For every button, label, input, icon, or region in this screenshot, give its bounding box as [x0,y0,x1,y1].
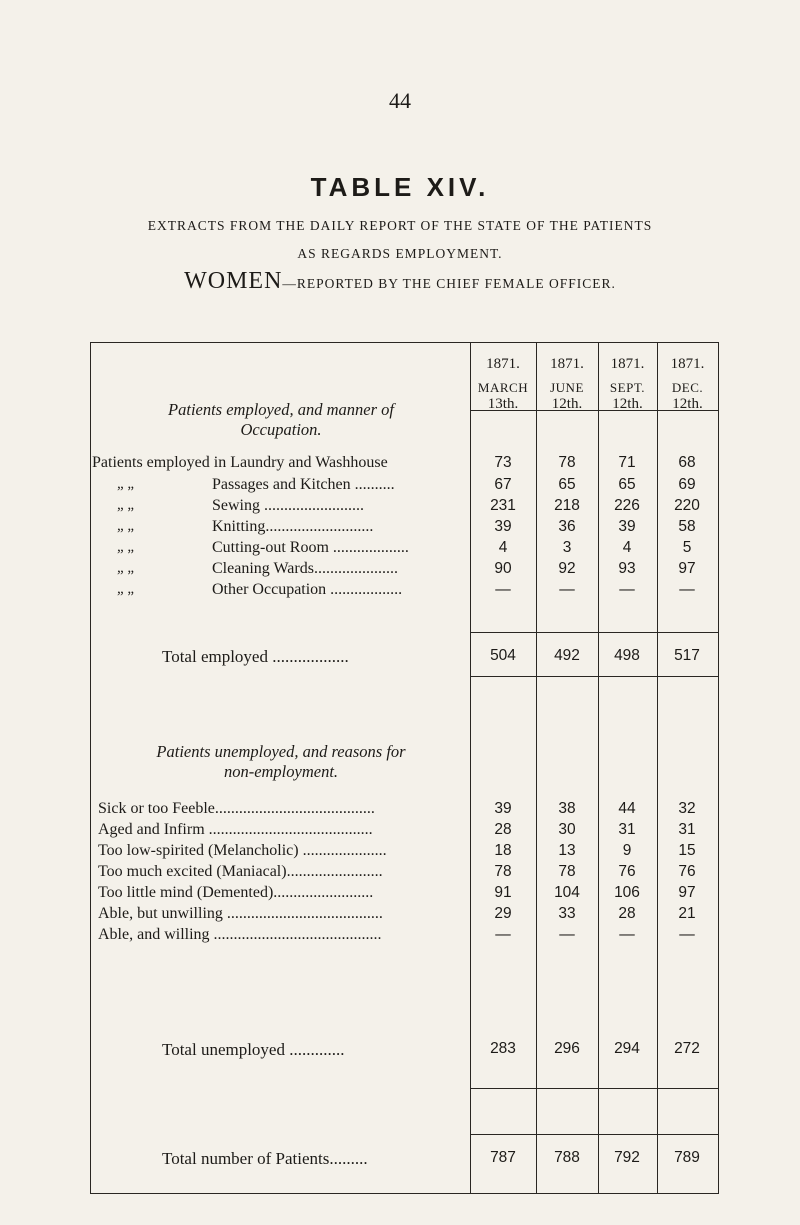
unemployed-cell: 97 [678,884,696,901]
total-unemployed-label: Total unemployed ............. [162,1040,345,1059]
section-rule [470,632,718,633]
column-year: 1871. [550,356,584,372]
unemployed-row-label: Aged and Infirm ......................................... [98,821,373,838]
total-unemployed-cell: 283 [490,1040,516,1057]
unemployed-cell: 28 [494,821,512,838]
employed-cell: 69 [678,476,696,493]
column-day: 13th. [487,396,519,412]
unemployed-header-line-1: Patients unemployed, and reasons for [156,742,406,761]
total-patients-cell: 788 [554,1149,580,1166]
unemployed-cell: 39 [494,800,512,817]
unemployed-cell: — [559,926,575,943]
column-year: 1871. [670,356,705,372]
employed-cell: 4 [498,539,508,556]
employed-cell: 92 [558,560,576,577]
employed-cell: — [559,581,575,598]
employed-row-label: Knitting........................... [212,518,374,535]
unemployed-row-label: Able, and willing .......................................... [98,926,382,943]
employed-cell: 71 [618,454,636,471]
employed-cell: 5 [682,539,692,556]
unemployed-row-label: Too much excited (Maniacal)........................ [98,863,383,880]
employed-cell: 231 [490,497,516,514]
employed-row-label: Cleaning Wards..................... [212,560,398,577]
unemployed-header-line-2: non-employment. [223,762,339,781]
total-employed-cell: 492 [554,647,580,664]
employed-cell: — [495,581,511,598]
total-employed-label: Total employed .................. [162,647,349,666]
column-day: 12th. [612,396,643,412]
section-rule [470,1134,718,1135]
unemployed-cell: — [679,926,695,943]
unemployed-cell: — [495,926,511,943]
unemployed-cell: 9 [622,842,632,859]
total-unemployed-cell: 296 [554,1040,580,1057]
ditto-marks: „ „ [117,539,135,555]
employed-cell: 58 [678,518,696,535]
employed-cell: 218 [554,497,580,514]
unemployed-cell: — [619,926,635,943]
unemployed-cell: 31 [678,821,696,838]
column-day: 12th. [551,396,583,412]
unemployed-cell: 18 [494,842,512,859]
ditto-marks: „ „ [117,497,135,513]
employed-cell: 220 [674,497,700,514]
table-bottom-rule [90,1193,718,1194]
table-top-rule [90,342,718,343]
unemployed-row-label: Too little mind (Demented)......................... [98,884,374,901]
employed-header-line-1: Patients employed, and manner of [168,400,394,419]
ditto-marks: „ „ [117,581,135,597]
total-employed-cell: 498 [614,647,640,664]
employed-row-label: Passages and Kitchen .......... [212,476,395,493]
employed-cell: 68 [678,454,696,471]
unemployed-cell: 30 [558,821,576,838]
unemployed-cell: 76 [678,863,696,880]
unemployed-cell: 33 [558,905,576,922]
section-rule [470,1088,718,1089]
column-month: SEPT. [609,380,646,395]
unemployed-cell: 38 [558,800,576,817]
employed-cell: 67 [494,476,512,493]
unemployed-cell: 31 [618,821,636,838]
ditto-marks: „ „ [117,560,135,576]
total-employed-cell: 504 [490,647,516,664]
unemployed-cell: 28 [618,905,636,922]
table-title: TABLE XIV. [310,172,490,202]
employed-cell: — [679,581,695,598]
women-word: WOMEN [184,268,283,294]
ditto-marks: „ „ [117,476,135,492]
employed-cell: — [619,581,635,598]
total-unemployed-cell: 294 [614,1040,640,1057]
unemployed-row-label: Sick or too Feeble........................................ [98,800,375,817]
ditto-marks: „ „ [117,518,135,534]
unemployed-cell: 44 [618,800,636,817]
employed-cell: 97 [678,560,696,577]
unemployed-cell: 21 [678,905,696,922]
table-left-rule [90,342,91,1194]
column-day: 12th. [672,396,703,412]
employed-cell: 65 [618,476,636,493]
total-patients-cell: 792 [614,1149,640,1166]
section-rule [470,676,718,677]
column-divider [470,342,471,1194]
employed-cell: 36 [558,518,576,535]
subtitle-line-1: EXTRACTS FROM THE DAILY REPORT OF THE STATE OF THE PATIENTS [147,218,653,233]
employed-cell: 39 [618,518,636,535]
unemployed-row-label: Too low-spirited (Melancholic) ..................... [98,842,387,859]
total-patients-label: Total number of Patients......... [162,1149,368,1168]
employed-cell: 65 [558,476,576,493]
employed-cell: 39 [494,518,512,535]
unemployed-cell: 76 [618,863,636,880]
unemployed-cell: 104 [554,884,580,901]
total-patients-cell: 787 [490,1149,516,1166]
total-employed-cell: 517 [674,647,700,664]
unemployed-cell: 13 [558,842,576,859]
employed-cell: 3 [562,539,572,556]
unemployed-cell: 106 [614,884,640,901]
employed-row-label: Cutting-out Room ................... [212,539,409,556]
employed-cell: 93 [618,560,636,577]
column-month: MARCH [477,380,529,395]
subtitle-line-2: AS REGARDS EMPLOYMENT. [297,246,503,261]
table-right-rule [718,342,719,1194]
employed-header-line-2: Occupation. [240,420,322,439]
column-month: JUNE [550,380,584,395]
unemployed-cell: 29 [494,905,512,922]
unemployed-row-label: Able, but unwilling ....................................... [98,905,383,922]
unemployed-cell: 91 [494,884,512,901]
page-number: 44 [389,88,411,113]
total-unemployed-cell: 272 [674,1040,700,1057]
unemployed-cell: 78 [558,863,576,880]
employed-cell: 73 [494,454,512,471]
employed-cell: 226 [614,497,640,514]
unemployed-cell: 15 [678,842,696,859]
unemployed-cell: 78 [494,863,512,880]
employed-row-label: Patients employed in Laundry and Washhouse [92,454,388,471]
column-month: DEC. [671,380,704,395]
employed-cell: 4 [622,539,632,556]
employed-cell: 90 [494,560,512,577]
total-patients-cell: 789 [674,1149,700,1166]
employed-row-label: Sewing ......................... [212,497,364,514]
women-rest: —REPORTED BY THE CHIEF FEMALE OFFICER. [282,276,616,291]
unemployed-cell: 32 [678,800,696,817]
column-year: 1871. [486,356,520,372]
employed-cell: 78 [558,454,576,471]
column-year: 1871. [610,356,645,372]
employed-row-label: Other Occupation .................. [212,581,403,598]
